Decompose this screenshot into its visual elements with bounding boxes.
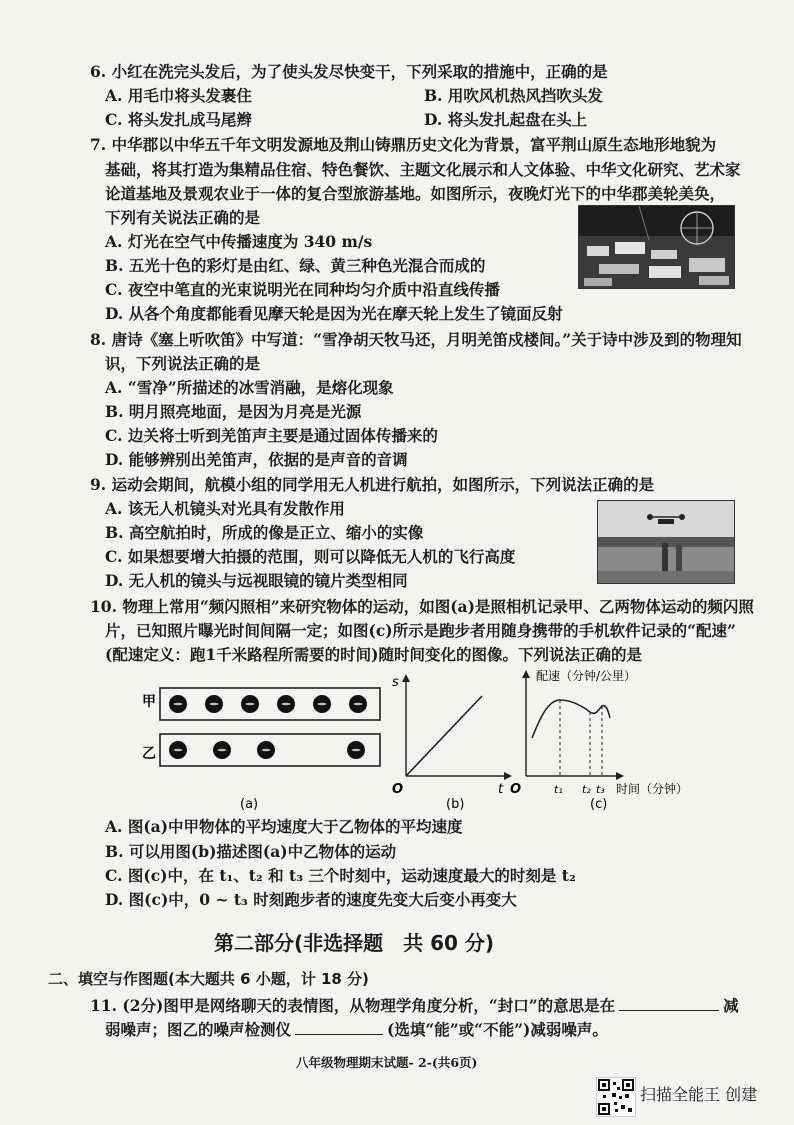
q6-option-a: A. 用毛巾将头发裹住	[105, 86, 252, 105]
yi-dot-2-highlight	[218, 749, 227, 752]
jia-dot-6-highlight	[354, 703, 363, 706]
q8-option-b: B. 明月照亮地面，是因为月亮是光源	[105, 402, 362, 421]
q11-line1	[90, 996, 739, 1016]
yi-dot-4-highlight	[352, 749, 361, 752]
q6-stem: 6. 小红在洗完头发后，为了使头发尽快变干，下列采取的措施中，正确的是	[90, 62, 608, 81]
q6-option-d: D. 将头发扎起盘在头上	[424, 110, 588, 129]
q11-line1-text: 11. (2分)图甲是网络聊天的表情图，从物理学角度分析，“封口”的意思是在	[90, 996, 616, 1015]
q11-line2	[105, 1020, 608, 1040]
q9-option-c: C. 如果想要增大拍摄的范围，则可以降低无人机的飞行高度	[105, 547, 516, 566]
figure-a-label-jia: 甲	[142, 694, 156, 710]
q8-option-a: A. “雪净”所描述的冰雪消融，是熔化现象	[105, 378, 394, 397]
q9-option-d: D. 无人机的镜头与远视眼镜的镜片类型相同	[105, 571, 408, 590]
figure-c-x-label: 时间（分钟）	[616, 782, 689, 796]
q6-option-c: C. 将头发扎成马尾辫	[105, 110, 252, 129]
section2-heading: 二、填空与作图题(本大题共 6 小题，计 18 分)	[48, 970, 369, 988]
jia-dot-4-highlight	[282, 703, 291, 706]
q10-option-d: D. 图(c)中，0 ~ t₃ 时刻跑步者的速度先变大后变小再变大	[105, 890, 517, 909]
q7-stem-line1: 7. 中华郡以中华五千年文明发源地及荆山铸鼎历史文化为背景，富平荆山原生态地形地貌为	[90, 135, 717, 154]
q7-stem-line2: 基础，将其打造为集精品住宿、特色餐饮、主题文化展示和人文体验、中华文化研究、艺术家	[105, 160, 741, 179]
q10-stem-line1: 10. 物理上常用“频闪照相”来研究物体的运动，如图(a)是照相机记录甲、乙两物体运动的频闪照	[90, 597, 754, 616]
q10-figures	[130, 668, 770, 813]
watermark-text: 扫描全能王 创建	[640, 1085, 758, 1104]
jia-dot-3-highlight	[246, 703, 255, 706]
q11-blank1[interactable]	[619, 996, 719, 1011]
jia-dot-1-highlight	[174, 703, 183, 706]
figure-a-strobe-photo	[142, 688, 380, 812]
figure-c-curve	[532, 700, 610, 738]
q11-line1-tail: 减	[723, 996, 739, 1015]
yi-dot-3-highlight	[262, 749, 271, 752]
drone-photo	[597, 500, 735, 584]
jia-dot-2-highlight	[210, 703, 219, 706]
figure-c-t3: t₃	[596, 783, 605, 796]
figure-b-s-t-graph	[392, 674, 512, 812]
q8-option-c: C. 边关将士听到羌笛声主要是通过固体传播来的	[105, 426, 438, 445]
figure-b-caption: (b)	[446, 797, 465, 812]
q8-stem-line1: 8. 唐诗《塞上听吹笛》中写道：“雪净胡天牧马还，月明羌笛戍楼间。”关于诗中涉及到的物理知	[90, 330, 742, 349]
q11-line2-tail: (选填“能”或“不能”)减弱噪声。	[387, 1020, 608, 1039]
q7-option-b: B. 五光十色的彩灯是由红、绿、黄三种色光混合而成的	[105, 256, 486, 275]
jia-dot-5-highlight	[318, 703, 327, 706]
figure-c-y-label: 配速（分钟/公里）	[536, 669, 637, 683]
figure-c-t2: t₂	[582, 783, 591, 796]
q10-stem-line3: (配速定义：跑1千米路程所需要的时间)随时间变化的图像。下列说法正确的是	[105, 645, 642, 664]
q10-option-b: B. 可以用图(b)描述图(a)中乙物体的运动	[105, 842, 397, 861]
q7-option-d: D. 从各个角度都能看见摩天轮是因为光在摩天轮上发生了镜面反射	[105, 304, 563, 323]
q10-option-a: A. 图(a)中甲物体的平均速度大于乙物体的平均速度	[105, 817, 463, 836]
q7-option-a: A. 灯光在空气中传播速度为 340 m/s	[105, 232, 373, 251]
figure-c-pace-graph	[510, 668, 688, 812]
q11-line2-text: 弱噪声；图乙的噪声检测仪	[105, 1020, 292, 1039]
part2-title: 第二部分(非选择题 共 60 分)	[214, 931, 495, 955]
q10-option-c: C. 图(c)中，在 t₁、t₂ 和 t₃ 三个时刻中，运动速度最大的时刻是 t₂	[105, 866, 576, 885]
q9-option-b: B. 高空航拍时，所成的像是正立、缩小的实像	[105, 523, 424, 542]
q11-blank2[interactable]	[295, 1020, 383, 1035]
q7-option-c: C. 夜空中笔直的光束说明光在同种均匀介质中沿直线传播	[105, 280, 500, 299]
q7-stem-line3: 论道基地及景观农业于一体的复合型旅游基地。如图所示，夜晚灯光下的中华郡美轮美奂，	[105, 184, 726, 203]
q10-stem-line2: 片，已知照片曝光时间间隔一定；如图(c)所示是跑步者用随身携带的手机软件记录的“配速”	[105, 621, 736, 640]
figure-a-caption: (a)	[240, 797, 259, 812]
q6-option-b: B. 用吹风机热风挡吹头发	[424, 86, 603, 105]
figure-a-label-yi: 乙	[142, 746, 156, 762]
qr-code-icon	[596, 1077, 636, 1117]
page-footer: 八年级物理期末试题- 2-(共6页)	[296, 1055, 478, 1070]
q8-option-d: D. 能够辨别出羌笛声，依据的是声音的音调	[105, 450, 408, 469]
figure-b-line	[406, 696, 482, 776]
q9-stem: 9. 运动会期间，航模小组的同学用无人机进行航拍，如图所示，下列说法正确的是	[90, 475, 655, 494]
figure-b-origin: O	[392, 782, 404, 797]
figure-b-x-label: t	[498, 782, 504, 797]
figure-c-caption: (c)	[590, 797, 608, 812]
yi-dot-1-highlight	[174, 749, 183, 752]
q7-stem-line4: 下列有关说法正确的是	[105, 208, 261, 227]
figure-c-t1: t₁	[554, 783, 563, 796]
figure-c-origin: O	[510, 782, 522, 797]
q9-option-a: A. 该无人机镜头对光具有发散作用	[105, 499, 345, 518]
q8-stem-line2: 识，下列说法正确的是	[105, 354, 261, 373]
night-scene-photo	[578, 205, 735, 289]
figure-b-y-label: s	[392, 675, 399, 690]
